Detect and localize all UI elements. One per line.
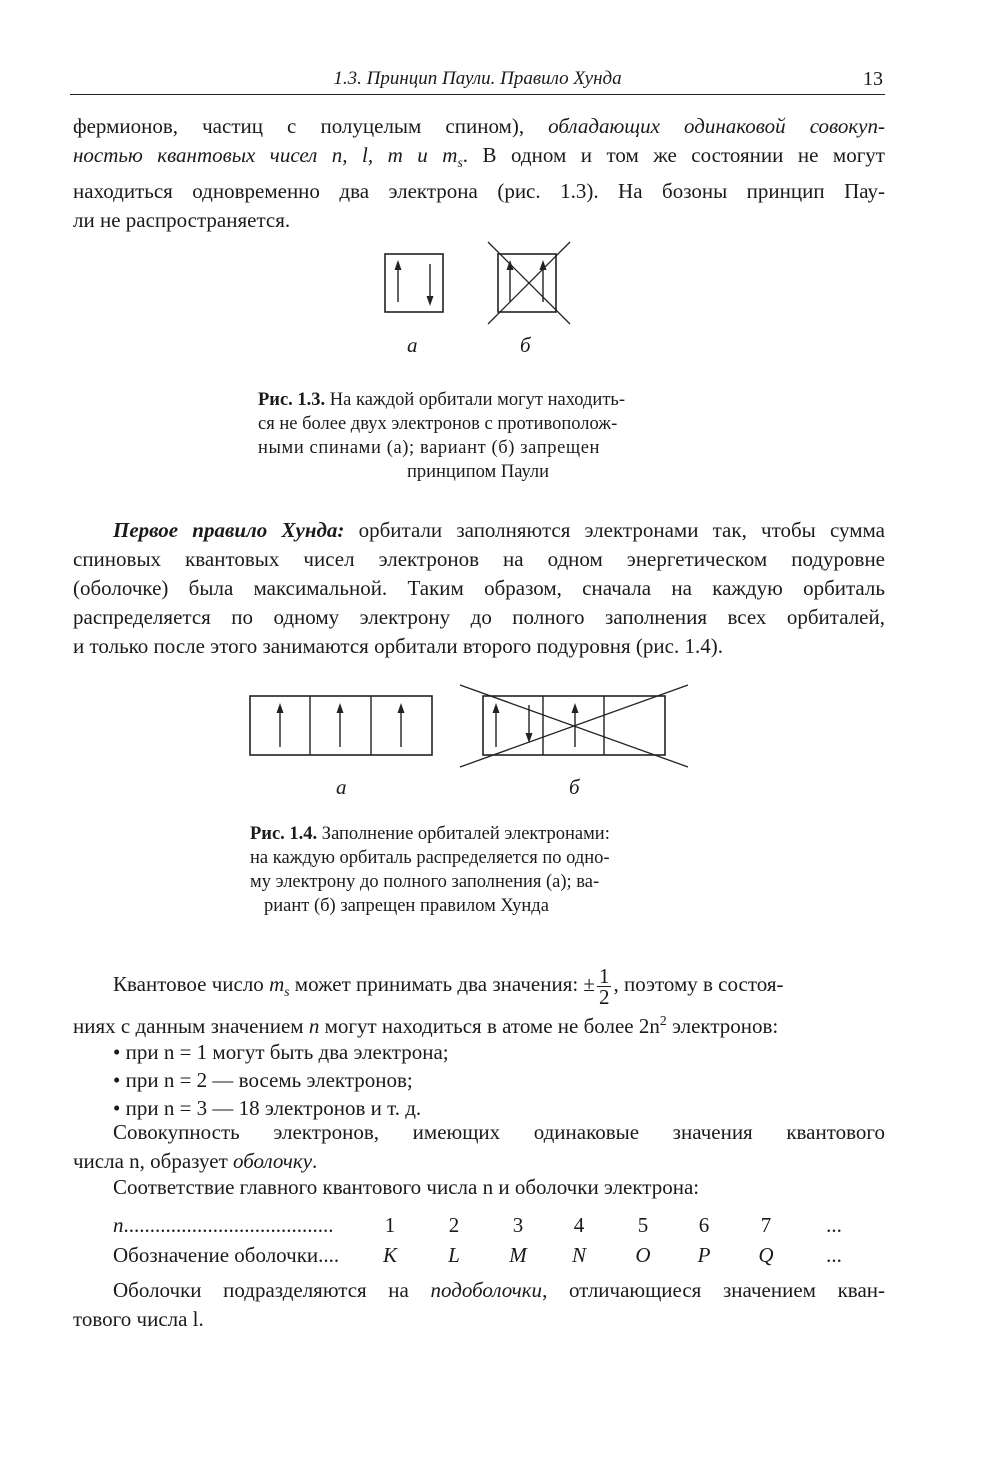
text-run: может принимать два значения: ± (289, 972, 595, 996)
table-cell: 1 (384, 1213, 396, 1237)
caption-line (250, 822, 710, 846)
caption-line (258, 388, 698, 412)
fraction-numerator: 1 (598, 963, 610, 988)
table-cell: O (635, 1243, 651, 1267)
subscript: s (457, 155, 463, 171)
caption-line: му электрону до полного заполнения (а); ва- (250, 872, 600, 892)
table-row-shell (113, 1243, 842, 1271)
rule-title: Первое правило Хунда: (113, 518, 345, 542)
formula-2n2: 2n (638, 1014, 660, 1038)
paragraph-line: (оболочке) была максимальной. Таким образом, сначала на каждую орбиталь (73, 576, 885, 600)
italic-run: ностью квантовых чисел n, l, m и m (73, 143, 458, 167)
table-cell: 7 (760, 1213, 772, 1237)
fraction-denominator: 2 (598, 984, 610, 1009)
table-cell: 4 (573, 1213, 585, 1237)
symbol-n: n (308, 1014, 320, 1038)
table-cell: P (697, 1243, 711, 1267)
text-run: могут находиться в атоме не более (319, 1014, 639, 1038)
text-run: . (312, 1149, 318, 1173)
caption-line: на каждую орбиталь распределяется по одно- (250, 848, 610, 868)
italic-run: подоболочки (430, 1278, 543, 1302)
figure-label-b: б (569, 775, 580, 799)
header-title: 1.3. Принцип Паули. Правило Хунда (333, 68, 622, 89)
table-cell: 5 (637, 1213, 649, 1237)
caption-line: ными спинами (а); вариант (б) запрещен (258, 438, 601, 458)
figure-label-a: а (407, 333, 418, 357)
table-cell: ... (826, 1243, 842, 1267)
orbital-box-allowed (385, 254, 443, 312)
shell-capacity-list (113, 1038, 449, 1122)
figure-1-3-diagram (370, 232, 590, 332)
text-run: электронов: (666, 1014, 779, 1038)
paragraph-line (73, 1006, 885, 1041)
paragraph-line (73, 516, 885, 545)
list-item: • при n = 1 могут быть два электрона; (113, 1040, 449, 1064)
text-run: фермионов, частиц с полуцелым спином), (73, 114, 549, 138)
table-row-n (113, 1213, 842, 1241)
italic-run: оболочку (233, 1149, 313, 1173)
caption-line: ся не более двух электронов с противополож- (258, 414, 618, 434)
figure-1-3-caption (258, 388, 698, 484)
list-item: • при n = 2 — восемь электронов; (113, 1068, 413, 1092)
text-run: Квантовое число (113, 972, 270, 996)
leader-dots: .... (318, 1243, 340, 1267)
text-run: числа n, образует (73, 1149, 234, 1173)
superscript: 2 (659, 1013, 667, 1028)
text-run: Заполнение орбиталей электронами: (317, 824, 610, 844)
paragraph-pauli (73, 112, 885, 235)
paragraph-line: ли не распространяется. (73, 208, 291, 233)
paragraph-spin-values (73, 962, 885, 1041)
paragraph-line: Соответствие главного квантового числа n и оболочки электрона: (113, 1175, 700, 1199)
subscript: s (284, 984, 290, 1000)
text-run: , отличающиеся значением кван- (542, 1278, 885, 1302)
text-run: . В одном и том же состоянии не могут (462, 143, 885, 167)
figure-label-b: б (520, 333, 531, 357)
row-label: n (113, 1213, 124, 1237)
figure-1-4-diagram (240, 675, 700, 775)
table-cell: 2 (448, 1213, 460, 1237)
paragraph-line (73, 112, 885, 141)
paragraph-line (73, 962, 885, 1009)
paragraph-hund (73, 516, 885, 661)
leader-dots: ........................................ (123, 1213, 334, 1237)
text-run: ниях с данным значением (73, 1014, 309, 1038)
caption-label: Рис. 1.4. (250, 824, 318, 844)
page-number: 13 (863, 68, 883, 90)
text-run: орбитали заполняются электронами так, чтобы сумма (344, 518, 885, 542)
paragraph-line: находиться одновременно два электрона (рис. 1.3). На бозоны принцип Пау- (73, 179, 885, 204)
table-cell: L (448, 1243, 460, 1267)
caption-line: принципом Паули (406, 462, 550, 482)
caption-line: риант (б) запрещен правилом Хунда (264, 896, 549, 916)
paragraph-line (73, 1276, 885, 1305)
table-cell: 6 (698, 1213, 710, 1237)
symbol-ms: m (269, 972, 285, 996)
paragraph-shell-definition (73, 1118, 885, 1176)
list-item: • при n = 3 — 18 электронов и т. д. (113, 1096, 422, 1120)
figure-label-a: а (336, 775, 347, 799)
caption-label: Рис. 1.3. (258, 390, 326, 410)
running-header (70, 64, 885, 95)
paragraph-correspondence (73, 1173, 885, 1202)
italic-run: обладающих одинаковой совокуп- (548, 114, 885, 138)
table-cell: ... (826, 1213, 842, 1237)
paragraph-line (73, 1147, 885, 1176)
paragraph-line (73, 141, 885, 177)
paragraph-line: тового числа l. (73, 1307, 204, 1331)
table-cell: K (382, 1243, 397, 1267)
row-label: Обозначение оболочки (113, 1243, 319, 1267)
paragraph-line: спиновых квантовых чисел электронов на одном энергетическом подуровне (73, 547, 885, 571)
table-cell: N (571, 1243, 586, 1267)
table-cell: M (509, 1243, 527, 1267)
fraction-one-half (597, 963, 612, 1009)
figure-1-4-caption (250, 822, 710, 918)
paragraph-line: Совокупность электронов, имеющих одинаковые значения квантового (113, 1120, 885, 1144)
text-run: , поэтому в состоя- (613, 972, 784, 996)
paragraph-subshells (73, 1276, 885, 1334)
table-cell: Q (758, 1243, 774, 1267)
paragraph-line: и только после этого занимаются орбитали второго подуровня (рис. 1.4). (73, 634, 723, 658)
orbital-box-forbidden (488, 242, 570, 324)
table-cell: 3 (512, 1213, 524, 1237)
orbital-row-allowed (250, 696, 432, 755)
text-run: На каждой орбитали могут находить- (325, 390, 626, 410)
paragraph-line: распределяется по одному электрону до полного заполнения всех орбиталей, (73, 605, 885, 629)
orbital-row-forbidden (460, 685, 688, 767)
text-run: Оболочки подразделяются на (113, 1278, 431, 1302)
